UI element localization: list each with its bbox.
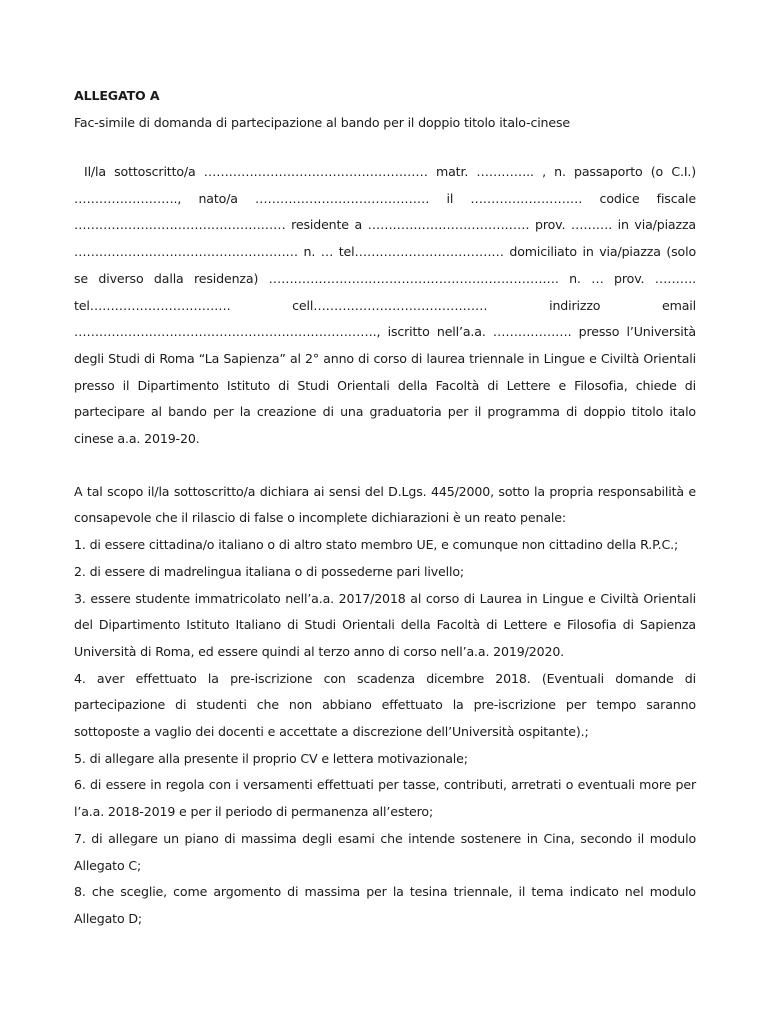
list-item: 4. aver effettuato la pre-iscrizione con scadenza dicembre 2018. (Eventuali domande di partecipazione di studenti che non abbiano effettuato la pre-iscrizione per tempo saranno sottoposte a vaglio dei docenti e accettate a discrezione dell’Università ospitante).;	[74, 670, 696, 740]
list-item: 1. di essere cittadina/o italiano o di altro stato membro UE, e comunque non cittadino della R.P.C.;	[74, 537, 679, 553]
declaration-list	[74, 532, 696, 933]
paragraph-spacer	[74, 453, 696, 479]
declaration-paragraph: A tal scopo il/la sottoscritto/a dichiara ai sensi del D.Lgs. 445/2000, sotto la propria responsabilità e consapevole che il rilascio di false o incomplete dichiarazioni è un reato penale:	[74, 483, 696, 526]
list-item: 2. di essere di madrelingua italiana o di possederne pari livello;	[74, 563, 465, 579]
list-item: 6. di essere in regola con i versamenti effettuati per tasse, contributi, arretrati o eventuali more per l’a.a. 2018-2019 e per il periodo di permanenza all’estero;	[74, 777, 696, 820]
list-item: 8. che sceglie, come argomento di massima per la tesina triennale, il tema indicato nel modulo Allegato D;	[74, 884, 696, 926]
document-page	[74, 86, 696, 933]
document-heading: ALLEGATO A	[74, 88, 160, 103]
list-item: 3. essere studente immatricolato nell’a.a. 2017/2018 al corso di Laurea in Lingue e Civiltà Orientali del Dipartimento Istituto Italiano di Studi Orientali della Facoltà di Lettere e Filosofia di Sapienza Università di Roma, ed essere quindi al terzo anno di corso nell’a.a. 2019/2020.	[74, 590, 696, 659]
application-paragraph: Il/la sottoscritto/a ……………………………………………… matr. ………….. , n. passaporto (o C.I.) ……………………., nato/a …………………………………… il ……………………… codice fiscale …………………………………………… residente a ………………………………… prov. ………. in via/piazza ……………………………………………… n. … tel……………………………… domiciliato in via/piazza (solo se diverso dalla residenza) ……………………………………………………………. n. … prov. ………. tel……………………………. cell…………………………………… indirizzo email ………………………………………………………………., iscritto nell’a.a. ………………. presso l’Università degli Studi di Roma “La Sapienza” al 2° anno di corso di laurea triennale in Lingue e Civiltà Orientali presso il Dipartimento Istituto di Studi Orientali della Facoltà di Lettere e Filosofia, chiede di partecipare al bando per la creazione di una graduatoria per il programma di doppio titolo italo cinese a.a. 2019-20.	[74, 164, 696, 447]
list-item: 7. di allegare un piano di massima degli esami che intende sostenere in Cina, secondo il modulo Allegato C;	[74, 830, 696, 873]
document-subtitle: Fac-simile di domanda di partecipazione al bando per il doppio titolo italo-cinese	[74, 115, 571, 130]
list-item: 5. di allegare alla presente il proprio CV e lettera motivazionale;	[74, 750, 468, 766]
